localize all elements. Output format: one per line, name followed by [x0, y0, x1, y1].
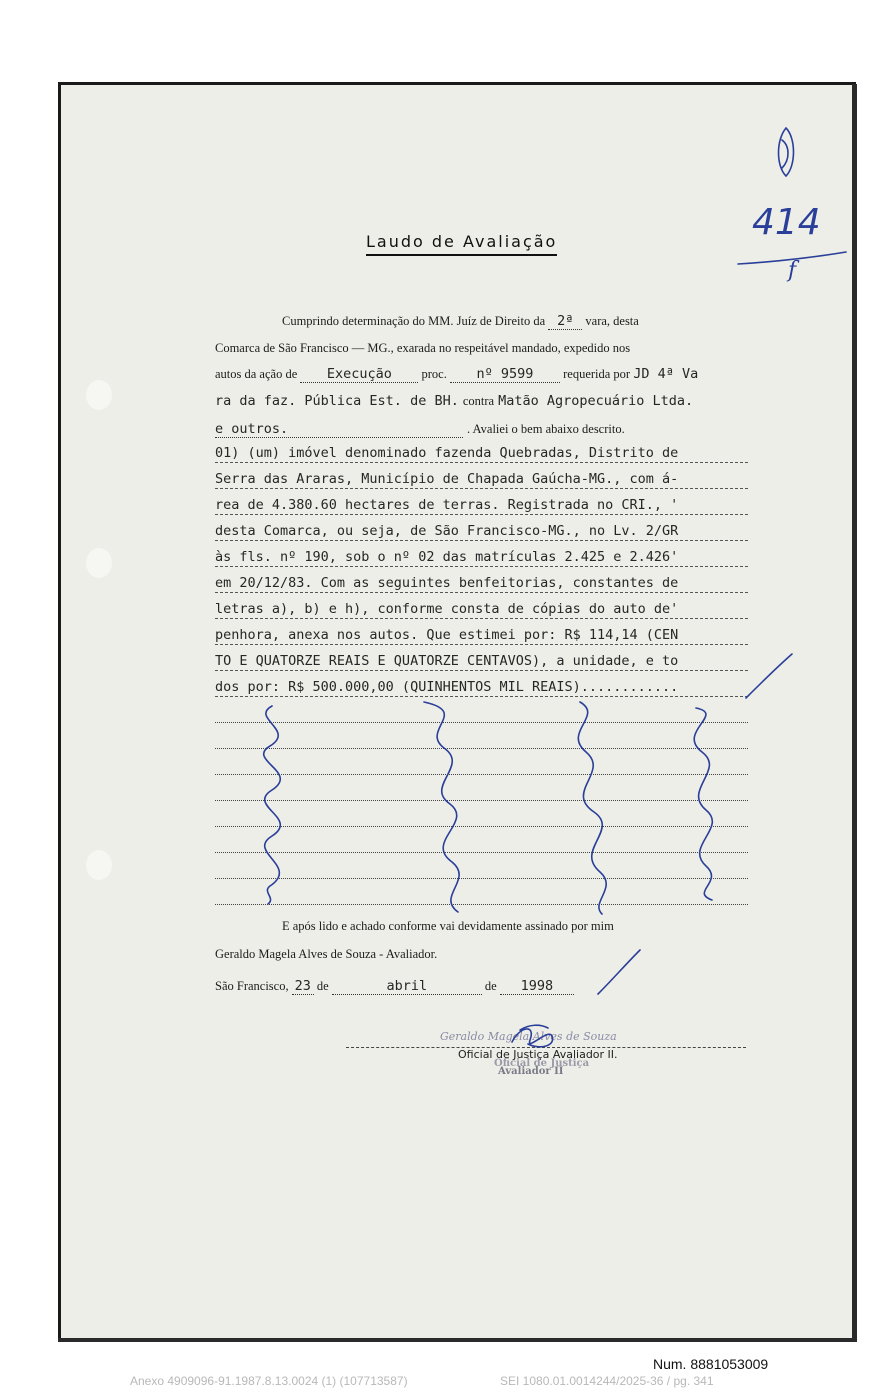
- requerida-label: requerida por: [563, 367, 631, 381]
- requester-field-continued: ra da faz. Pública Est. de BH.: [215, 393, 459, 409]
- date-year: 1998: [500, 978, 574, 995]
- vara-number: 2ª: [548, 313, 582, 330]
- handwritten-fraction-line: [738, 252, 846, 264]
- description-line: TO E QUATORZE REAIS E QUATORZE CENTAVOS), a unidade, e to: [215, 653, 679, 669]
- action-field: Execução: [300, 366, 418, 383]
- signature-scribble: [512, 1025, 553, 1047]
- sei-reference: SEI 1080.01.0014244/2025-36 / pg. 341: [500, 1374, 714, 1388]
- description-line: desta Comarca, ou seja, de São Francisco-MG., no Lv. 2/GR: [215, 523, 679, 539]
- description-line: em 20/12/83. Com as seguintes benfeitorias, constantes de: [215, 575, 679, 591]
- signature-stamp-role: Avaliador II: [498, 1066, 564, 1077]
- cancellation-squiggle: [424, 702, 459, 912]
- description-line: rea de 4.380.60 hectares de terras. Registrada no CRI., ': [215, 497, 679, 513]
- description-line: letras a), b) e h), conforme consta de cópias do auto de': [215, 601, 679, 617]
- intro-text: Cumprindo determinação do MM. Juíz de Direito da: [282, 314, 546, 328]
- proc-label: proc.: [421, 367, 447, 381]
- date-place: São Francisco,: [215, 979, 289, 993]
- intro-line-2: Comarca de São Francisco — MG., exarada no respeitável mandado, expedido nos: [215, 341, 631, 355]
- cancellation-squiggle: [264, 706, 281, 904]
- description-line: 01) (um) imóvel denominado fazenda Quebradas, Distrito de: [215, 445, 679, 461]
- date-month: abril: [332, 978, 482, 995]
- description-line: dos por: R$ 500.000,00 (QUINHENTOS MIL REAIS)............: [215, 679, 679, 695]
- description-line: às fls. nº 190, sob o nº 02 das matrículas 2.425 e 2.426': [215, 549, 679, 565]
- closing-line-1: E após lido e achado conforme vai devidamente assinado por mim: [282, 919, 614, 933]
- date-check-mark: [598, 950, 640, 994]
- handwritten-page-number: 414: [752, 202, 821, 243]
- intro-text: vara, desta: [585, 314, 639, 328]
- avaliei-text: . Avaliei o bem abaixo descrito.: [467, 422, 625, 436]
- closing-line-2: Geraldo Magela Alves de Souza - Avaliador.: [215, 947, 438, 961]
- signature-role: Oficial de Justiça Avaliador II.: [458, 1048, 618, 1061]
- handwritten-initial-mark: [779, 128, 794, 176]
- signature-stamp-role: Oficial de Justiça: [494, 1058, 590, 1069]
- proc-number-field: nº 9599: [450, 366, 560, 383]
- date-de: de: [316, 979, 329, 993]
- annex-reference: Anexo 4909096-91.1987.8.13.0024 (1) (107713587): [130, 1374, 408, 1388]
- requester-field: JD 4ª Va: [633, 366, 699, 382]
- document-title: Laudo de Avaliação: [366, 232, 557, 256]
- handwritten-denominator: f: [788, 258, 797, 283]
- autos-label: autos da ação de: [215, 367, 298, 381]
- date-day: 23: [292, 978, 314, 995]
- closing-check-mark: [746, 654, 792, 698]
- signature-stamp-name: Geraldo Magela Alves de Souza: [440, 1030, 617, 1043]
- description-line: Serra das Araras, Município de Chapada Gaúcha-MG., com á-: [215, 471, 679, 487]
- date-de: de: [484, 979, 497, 993]
- document-number: Num. 8881053009: [653, 1356, 769, 1372]
- cancellation-squiggle: [694, 708, 712, 900]
- description-line: penhora, anexa nos autos. Que estimei por: R$ 114,14 (CEN: [215, 627, 679, 643]
- defendant-field-continued: e outros.: [215, 421, 463, 438]
- cancellation-squiggle: [578, 702, 606, 914]
- contra-label: contra: [462, 394, 495, 408]
- defendant-field: Matão Agropecuário Ltda.: [498, 393, 694, 409]
